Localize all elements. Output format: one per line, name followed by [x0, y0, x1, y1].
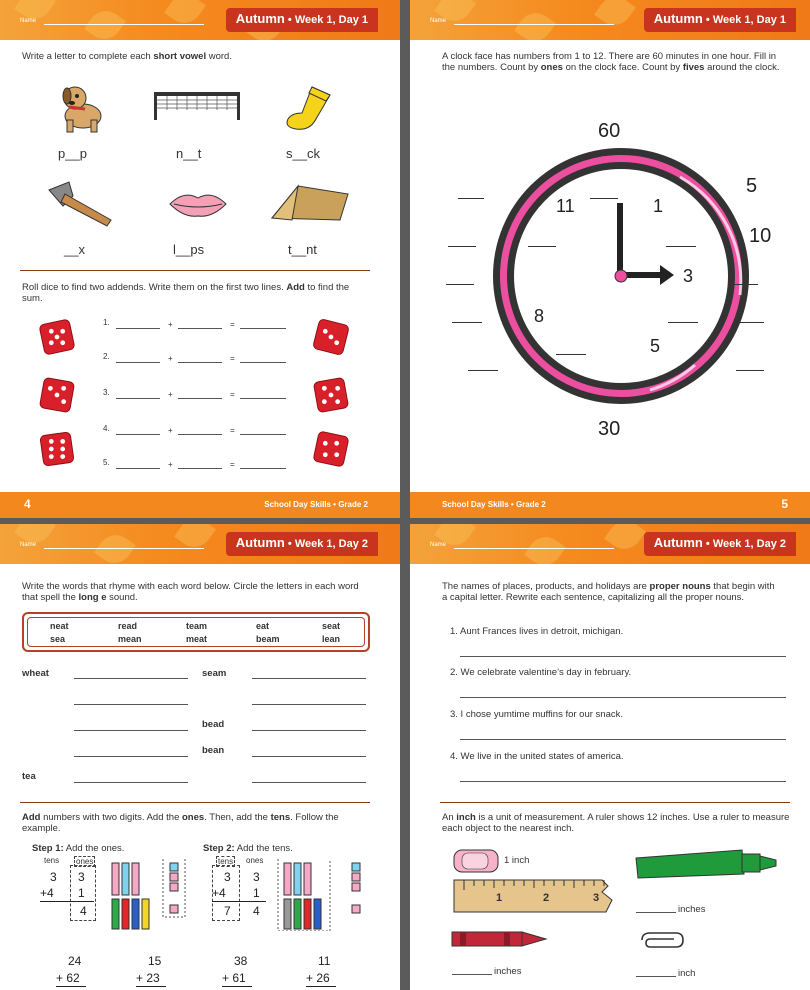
equals-sign: =: [230, 390, 235, 399]
ruler-label-1: 1: [496, 892, 503, 904]
word-bank: [22, 612, 370, 652]
answer-line[interactable]: [178, 328, 222, 329]
tens-header: tens: [44, 856, 60, 865]
book-title: School Day Skills • Grade 2: [264, 500, 368, 509]
page-footer: [410, 492, 810, 518]
page-title: Autumn • Week 1, Day 2: [226, 532, 378, 556]
answer-line[interactable]: [240, 468, 286, 469]
name-label: Name: [430, 18, 447, 24]
sum-line: [212, 901, 266, 902]
name-label: Name: [20, 542, 37, 548]
instructions-dice: Roll dice to find two addends. Write them on the first two lines. Add to find the sum.: [22, 282, 350, 304]
clock-face: [490, 145, 752, 407]
plus-sign: +: [168, 354, 173, 363]
answer-line[interactable]: [74, 704, 188, 705]
inches-label: inches: [678, 904, 706, 915]
word-lips: l__ps: [173, 242, 205, 257]
worksheet-page-day2-left: [0, 524, 400, 990]
sentence-4: 4. We live in the united states of america.: [450, 751, 624, 762]
word-tent: t__nt: [288, 242, 317, 257]
answer-line[interactable]: [240, 328, 286, 329]
section-divider: [20, 270, 370, 271]
clock-blank[interactable]: [736, 370, 764, 371]
answer-line[interactable]: [252, 756, 366, 757]
equals-sign: =: [230, 320, 235, 329]
base-ten-blocks-step1: [108, 859, 198, 931]
rhyme-word-bean: bean: [202, 745, 225, 756]
clock-label-10: 10: [749, 225, 772, 247]
answer-line[interactable]: [460, 697, 786, 698]
row-number: 1.: [103, 318, 110, 327]
answer-line[interactable]: [178, 362, 222, 363]
answer-line[interactable]: [74, 782, 188, 783]
answer-line[interactable]: [178, 434, 222, 435]
dice-icon: [38, 376, 76, 414]
ruler-label-3: 3: [593, 892, 600, 904]
word-bank-word: mean: [118, 634, 142, 644]
problem-addend: 15: [148, 954, 162, 968]
answer-line[interactable]: [116, 434, 160, 435]
name-label: Name: [20, 18, 37, 24]
clock-label-5: 5: [746, 175, 758, 197]
net-picture: [152, 90, 242, 122]
sum-line: [40, 901, 94, 902]
instructions-proper-nouns: The names of places, products, and holidays are proper nouns that begin with a capital letter. Rewrite each sentence, capitalizing all the proper nouns.: [442, 581, 775, 603]
clock-label-30: 30: [598, 418, 621, 440]
problem-addend: 11: [318, 954, 331, 968]
clock-blank[interactable]: [528, 246, 556, 247]
dice-icon: [312, 376, 350, 414]
clock-blank[interactable]: [666, 246, 696, 247]
axe-picture: [43, 180, 115, 228]
answer-line[interactable]: [460, 656, 786, 657]
word-bank-word: sea: [50, 634, 66, 644]
clock-number-11: 11: [556, 196, 575, 216]
base-ten-blocks-step2: [276, 859, 376, 931]
word-bank-word: eat: [256, 621, 270, 631]
row-number: 3.: [103, 388, 110, 397]
clock-blank[interactable]: [728, 284, 758, 285]
answer-line[interactable]: [74, 756, 188, 757]
marker-picture: [632, 844, 782, 884]
word-pop: p__p: [58, 146, 87, 161]
word-bank-word: seat: [322, 621, 341, 631]
clock-blank[interactable]: [452, 322, 482, 323]
instructions-clock: A clock face has numbers from 1 to 12. There are 60 minutes in one hour. Fill in the numbers. Count by ones on the clock face. Count by fives around the clock.: [442, 51, 780, 73]
answer-line[interactable]: [460, 781, 786, 782]
dice-icon: [38, 318, 76, 356]
example-digit: 4: [253, 904, 260, 918]
clock-number-3: 3: [683, 266, 694, 286]
name-line[interactable]: [44, 24, 204, 25]
problem-addend: + 23: [136, 971, 160, 985]
plus-sign: +: [168, 320, 173, 329]
page-title: Autumn • Week 1, Day 1: [226, 8, 378, 32]
crayon-picture: [450, 928, 550, 950]
header-band: [0, 524, 400, 564]
plus-sign: +: [168, 390, 173, 399]
example-digit: +4: [40, 886, 54, 900]
one-inch-label: 1 inch: [504, 855, 530, 866]
clock-label-60: 60: [598, 120, 621, 142]
name-line[interactable]: [454, 24, 614, 25]
ones-header: ones: [76, 857, 94, 866]
equals-sign: =: [230, 460, 235, 469]
sum-line: [136, 986, 166, 987]
rhyme-word-seam: seam: [202, 668, 227, 679]
answer-line[interactable]: [178, 398, 222, 399]
sum-line: [56, 986, 86, 987]
problem-addend: + 62: [56, 971, 80, 985]
example-digit: 1: [78, 886, 85, 900]
answer-line[interactable]: [74, 730, 188, 731]
example-digit: 1: [253, 886, 260, 900]
dice-icon: [312, 430, 350, 468]
equals-sign: =: [230, 426, 235, 435]
header-band: [410, 524, 810, 564]
sentence-2: 2. We celebrate valentine’s day in february.: [450, 667, 632, 678]
word-bank-word: read: [118, 621, 138, 631]
answer-line[interactable]: [636, 976, 676, 977]
book-title: School Day Skills • Grade 2: [442, 500, 546, 509]
answer-line[interactable]: [252, 678, 366, 679]
answer-line[interactable]: [240, 362, 286, 363]
dice-icon: [38, 430, 76, 468]
inch-label: inch: [678, 968, 696, 979]
inches-label: inches: [494, 966, 522, 977]
sum-line: [222, 986, 252, 987]
page-title: Autumn • Week 1, Day 2: [644, 532, 796, 556]
dice-icon: [312, 318, 350, 356]
clock-blank[interactable]: [590, 198, 618, 199]
example-digit: 4: [80, 904, 87, 918]
problem-addend: + 26: [306, 971, 330, 985]
answer-line[interactable]: [252, 704, 366, 705]
clock-number-1: 1: [653, 196, 664, 216]
rhyme-word-bead: bead: [202, 719, 225, 730]
page-footer: [0, 492, 400, 518]
answer-line[interactable]: [240, 398, 286, 399]
tens-header: tens: [218, 857, 234, 866]
header-band: [0, 0, 400, 40]
clock-blank[interactable]: [468, 370, 498, 371]
equals-sign: =: [230, 354, 235, 363]
lips-picture: [168, 188, 228, 220]
row-number: 5.: [103, 458, 110, 467]
answer-line[interactable]: [116, 362, 160, 363]
worksheet-page-4: [0, 0, 400, 518]
word-bank-word: neat: [50, 621, 69, 631]
sentence-3: 3. I chose yumtime muffins for our snack.: [450, 709, 624, 720]
instructions-rhyme: Write the words that rhyme with each word below. Circle the letters in each word that spell the long e sound.: [22, 581, 359, 603]
instructions-inch: An inch is a unit of measurement. A ruler shows 12 inches. Use a ruler to measure each object to the nearest inch.: [442, 812, 790, 834]
name-label: Name: [430, 542, 447, 548]
clock-blank[interactable]: [556, 354, 586, 355]
clock-blank[interactable]: [736, 322, 764, 323]
row-number: 4.: [103, 424, 110, 433]
step-1-label: Step 1: Add the ones.: [32, 843, 125, 854]
header-band: [410, 0, 810, 40]
word-bank-word: meat: [186, 634, 208, 644]
answer-line[interactable]: [74, 678, 188, 679]
example-digit: 3: [253, 870, 260, 884]
answer-line[interactable]: [116, 398, 160, 399]
answer-line[interactable]: [178, 468, 222, 469]
clock-number-5: 5: [650, 336, 661, 356]
page-title: Autumn • Week 1, Day 1: [644, 8, 796, 32]
example-digit: 3: [224, 870, 231, 884]
sum-line: [306, 986, 336, 987]
word-net: n__t: [176, 146, 202, 161]
section-divider: [20, 802, 370, 803]
instructions-short-vowel: Write a letter to complete each short vowel word.: [22, 51, 232, 62]
problem-addend: 24: [68, 954, 82, 968]
answer-line[interactable]: [636, 912, 676, 913]
word-bank-word: team: [186, 621, 208, 631]
section-divider: [440, 802, 790, 803]
example-digit: +4: [212, 886, 226, 900]
sock-picture: [282, 85, 340, 135]
worksheet-page-day2-right: [410, 524, 810, 990]
answer-line[interactable]: [252, 782, 366, 783]
answer-line[interactable]: [240, 434, 286, 435]
rhyme-word-wheat: wheat: [22, 668, 49, 679]
clock-blank[interactable]: [448, 246, 476, 247]
name-line[interactable]: [44, 548, 204, 549]
word-ox: __x: [64, 242, 85, 257]
clock-blank[interactable]: [446, 284, 474, 285]
eraser-picture: [452, 847, 502, 875]
row-number: 2.: [103, 352, 110, 361]
answer-line[interactable]: [116, 328, 160, 329]
word-sock: s__ck: [286, 146, 320, 161]
tent-picture: [268, 180, 353, 222]
rhyme-word-tea: tea: [22, 771, 36, 782]
paper-clip-picture: [636, 930, 686, 950]
answer-line[interactable]: [116, 468, 160, 469]
sentence-1: 1. Aunt Frances lives in detroit, michigan.: [450, 626, 624, 637]
example-digit: 3: [78, 870, 85, 884]
problem-addend: + 61: [222, 971, 246, 985]
page-number: 5: [781, 497, 788, 511]
name-line[interactable]: [454, 548, 614, 549]
answer-line[interactable]: [460, 739, 786, 740]
ruler-label-2: 2: [543, 892, 550, 904]
example-digit: 3: [50, 870, 57, 884]
puppy-picture: [55, 80, 110, 135]
clock-blank[interactable]: [668, 322, 698, 323]
clock-number-8: 8: [534, 306, 545, 326]
clock-blank[interactable]: [458, 198, 484, 199]
answer-line[interactable]: [452, 974, 492, 975]
plus-sign: +: [168, 426, 173, 435]
step-2-label: Step 2: Add the tens.: [203, 843, 293, 854]
word-bank-word: beam: [256, 634, 280, 644]
answer-line[interactable]: [252, 730, 366, 731]
page-number: 4: [24, 497, 31, 511]
word-bank-word: lean: [322, 634, 341, 644]
plus-sign: +: [168, 460, 173, 469]
example-digit: 7: [224, 904, 231, 918]
instructions-two-digit: Add numbers with two digits. Add the ones. Then, add the tens. Follow the example.: [22, 812, 339, 834]
problem-addend: 38: [234, 954, 248, 968]
worksheet-page-5: [410, 0, 810, 518]
ones-header: ones: [246, 856, 264, 865]
